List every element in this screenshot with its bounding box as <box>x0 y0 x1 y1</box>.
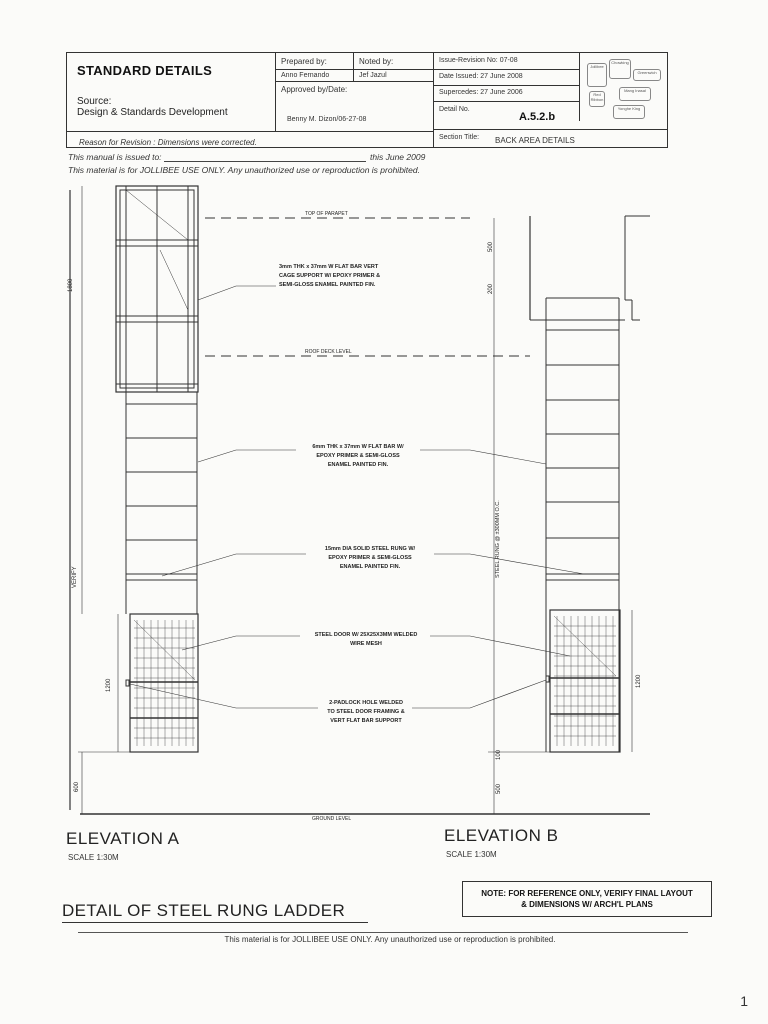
rungs-b <box>546 298 619 580</box>
brand-logos <box>579 55 665 121</box>
divider <box>67 131 433 132</box>
dim-600: 600 <box>74 781 80 792</box>
rung-spacing-note: STEEL RUNG @ ±300MM O.C. <box>495 500 501 578</box>
page-mark: 1 <box>740 993 748 1009</box>
callout-line: ENAMEL PAINTED FIN. <box>327 462 389 468</box>
section-title-value: BACK AREA DETAILS <box>495 136 575 145</box>
elevation-a-scale: SCALE 1:30M <box>68 853 119 862</box>
divider <box>433 69 579 70</box>
detail-title: DETAIL OF STEEL RUNG LADDER <box>62 901 346 920</box>
divider <box>433 53 434 147</box>
reference-note-box <box>462 881 712 917</box>
date-issued: Date Issued: 27 June 2008 <box>439 73 523 80</box>
leader-rung <box>434 554 584 574</box>
leader-flat-bar <box>198 450 296 462</box>
callout-line: 6mm THK x 37mm W FLAT BAR W/ <box>312 444 404 450</box>
footer-notice: This material is for JOLLIBEE USE ONLY. Any unauthorized use or reproduction is prohibited. <box>224 935 556 944</box>
ground-level-label: GROUND LEVEL <box>312 816 352 822</box>
standard-details-title: STANDARD DETAILS <box>77 63 213 78</box>
wire-mesh-b <box>554 616 616 746</box>
divider <box>275 53 276 131</box>
elevation-a-title: ELEVATION A <box>66 829 180 848</box>
callout-line: EPOXY PRIMER & SEMI-GLOSS <box>328 555 412 561</box>
detail-no-value: A.5.2.b <box>519 111 556 123</box>
jollibee-logo: Jollibee <box>587 63 607 87</box>
approved-by-label: Approved by/Date: <box>281 85 348 94</box>
noted-by-value: Jef Jazul <box>359 72 387 79</box>
red-ribbon-logo: Red Ribbon <box>589 91 605 107</box>
callout-padlock <box>327 700 404 724</box>
title-block <box>66 52 668 148</box>
chowking-logo: Chowking <box>609 59 631 79</box>
dim-1200-b: 1200 <box>636 674 642 688</box>
leader-rung <box>162 554 306 576</box>
issue-revision: Issue-Revision No: 07-08 <box>439 57 518 64</box>
leader-padlock <box>412 680 546 708</box>
padlock-hole-a <box>126 680 129 686</box>
source-value: Design & Standards Development <box>77 107 228 118</box>
noted-by-label: Noted by: <box>359 57 394 66</box>
dim-1800: 1800 <box>68 278 74 292</box>
title-underline <box>62 922 368 923</box>
greenwich-logo: Greenwich <box>633 69 661 81</box>
dim-500-bottom: 500 <box>496 783 502 794</box>
cage-brace <box>160 250 188 310</box>
callout-rung <box>325 546 416 570</box>
callout-line: 3mm THK x 37mm W FLAT BAR VERT <box>279 264 379 270</box>
footer-rule <box>78 932 688 933</box>
dim-500-top: 500 <box>488 241 494 252</box>
supercedes: Supercedes: 27 June 2006 <box>439 89 523 96</box>
callout-line: VERT FLAT BAR SUPPORT <box>330 718 402 724</box>
ladder-drawing <box>0 180 768 830</box>
dim-1200-a: 1200 <box>106 678 112 692</box>
steel-door-a <box>130 614 198 752</box>
divider <box>433 85 579 86</box>
divider <box>275 69 433 70</box>
callout-line: STEEL DOOR W/ 25X25X3MM WELDED <box>314 632 418 638</box>
note-line: & DIMENSIONS W/ ARCH'L PLANS <box>521 900 653 909</box>
callout-cage <box>279 264 380 288</box>
callout-line: EPOXY PRIMER & SEMI-GLOSS <box>316 453 400 459</box>
divider <box>275 81 433 82</box>
wire-mesh-a <box>134 620 195 746</box>
callout-line: SEMI-GLOSS ENAMEL PAINTED FIN. <box>279 282 376 288</box>
divider <box>433 129 667 130</box>
prepared-by-value: Anno Fernando <box>281 72 330 79</box>
restriction-notice: This material is for JOLLIBEE USE ONLY. Any unauthorized use or reproduction is prohibited. <box>68 165 420 175</box>
divider <box>353 53 354 81</box>
rungs-a <box>126 404 197 580</box>
divider <box>433 101 579 102</box>
callout-line: TO STEEL DOOR FRAMING & <box>327 709 405 715</box>
dim-200: 200 <box>488 283 494 294</box>
elevation-b-title: ELEVATION B <box>444 826 559 845</box>
callout-door <box>315 632 418 647</box>
prepared-by-label: Prepared by: <box>281 57 327 66</box>
revision-reason: Reason for Revision : Dimensions were corrected. <box>79 138 257 147</box>
callout-line: CAGE SUPPORT W/ EPOXY PRIMER & <box>279 273 381 279</box>
leader-door <box>430 636 570 656</box>
callout-line: WIRE MESH <box>350 641 382 647</box>
manual-issued-blank <box>164 161 366 162</box>
yonghe-king-logo: Yonghe King <box>613 105 645 119</box>
leader-flat-bar <box>420 450 546 464</box>
roof-deck-label: ROOF DECK LEVEL <box>305 349 352 355</box>
leader-door <box>182 636 300 650</box>
approved-by-value: Benny M. Dizon/06-27-08 <box>287 116 367 123</box>
note-line: NOTE: FOR REFERENCE ONLY, VERIFY FINAL LAYOUT <box>481 889 693 898</box>
dim-100: 100 <box>496 749 502 760</box>
mang-inasal-logo: Mang Inasal <box>619 87 651 101</box>
dim-verify: VERIFY <box>72 566 78 588</box>
manual-issued-label: This manual is issued to: <box>68 152 162 162</box>
manual-issued-date: this June 2009 <box>370 152 426 162</box>
padlock-hole-b <box>546 676 549 682</box>
top-of-parapet-label: TOP OF PARAPET <box>305 211 348 217</box>
detail-no-label: Detail No. <box>439 106 470 113</box>
elevation-b-scale: SCALE 1:30M <box>446 850 497 859</box>
section-title-label: Section Title: <box>439 134 480 141</box>
callout-line: 2-PADLOCK HOLE WELDED <box>329 700 403 706</box>
source-block <box>77 96 228 118</box>
leader-cage <box>198 286 276 300</box>
callout-flat-bar <box>312 444 404 468</box>
source-label: Source: <box>77 96 112 107</box>
callout-line: 15mm DIA SOLID STEEL RUNG W/ <box>324 546 416 552</box>
callout-line: ENAMEL PAINTED FIN. <box>339 564 401 570</box>
